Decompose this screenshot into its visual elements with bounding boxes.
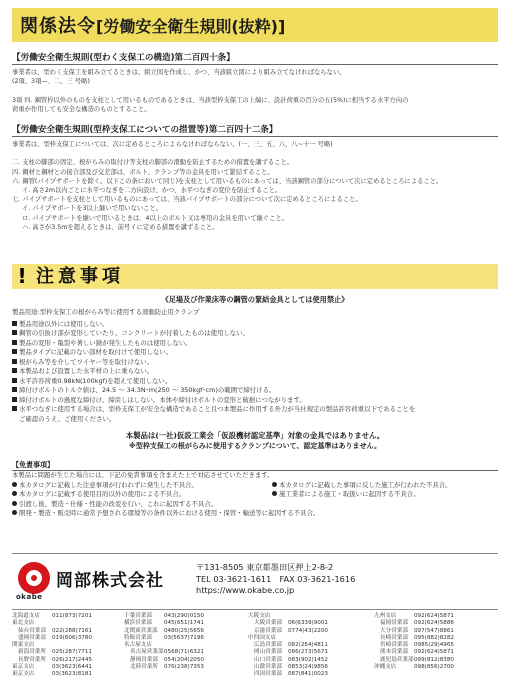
company-contact bbox=[196, 562, 355, 597]
branch-row bbox=[248, 620, 374, 627]
square-bullet-icon bbox=[12, 387, 17, 392]
rule-line: 事業者は、型わく支保工を組み立てるときは、組立図を作成し、かつ、当該組立図により組み立てなければならない。 bbox=[12, 69, 346, 76]
branch-name: 大分営業部 bbox=[380, 627, 408, 634]
branch-row bbox=[248, 671, 374, 678]
dot-bullet-icon bbox=[12, 501, 17, 506]
branch-column bbox=[12, 613, 124, 679]
rule-line: (2項、3項—、二、三 号略) bbox=[12, 78, 90, 86]
section-legal-subtitle: [労働安全衛生規則(抜粋)] bbox=[96, 16, 286, 36]
rule-line: イ. 高さ2m以内ごとに水平つなぎを二方向設け、かつ、水平つなぎの変位を防止すること。 bbox=[22, 187, 282, 195]
branch-name: 山口営業部 bbox=[254, 656, 282, 663]
section-legal bbox=[12, 8, 498, 232]
branch-name: 仙台営業部 bbox=[18, 627, 46, 634]
branch-name: 京滋営業部 bbox=[254, 627, 282, 634]
certification-callout bbox=[12, 430, 498, 452]
branch-tel: 054(204)2050 bbox=[164, 656, 204, 663]
dot-bullet-icon bbox=[12, 491, 17, 496]
callout-main: 本製品は(一社)仮設工業会「仮設機材認定基準」対象の金具ではありません。 bbox=[125, 431, 385, 440]
branch-row bbox=[374, 664, 498, 671]
rule-line: 六. 鋼管(パイプサポートを除く。以下この条において同じ)を支柱として用いるものにあっては、当該鋼管の部分について次に定めるところによること。 bbox=[12, 177, 443, 185]
caution-item bbox=[12, 377, 498, 387]
branch-tel: 082(254)4811 bbox=[288, 642, 328, 649]
branch-name: 東京支店 bbox=[12, 671, 35, 678]
branch-name: 千葉営業部 bbox=[124, 613, 152, 619]
branch-tel: 011(873)7201 bbox=[52, 613, 92, 619]
dot-bullet-icon bbox=[12, 510, 17, 515]
branch-column bbox=[124, 613, 248, 679]
product-usage: 製品用途:型枠支保工の根がらみ等に使用する滑動防止用クランプ bbox=[12, 308, 200, 316]
branch-name: 関東支店 bbox=[12, 642, 35, 649]
branch-row bbox=[12, 657, 124, 664]
disclaimer-item bbox=[272, 490, 498, 500]
disclaimer-text: 本カタログに記載した注意事項が行われずに発生した不具合。 bbox=[19, 480, 198, 489]
rule-line: イ. パイプサポートを3以上継いで用いないこと。 bbox=[22, 205, 163, 213]
branch-tel: 03(3623)6441 bbox=[52, 664, 92, 671]
dot-bullet-icon bbox=[12, 482, 17, 487]
branch-tel: 026(217)2445 bbox=[52, 656, 92, 663]
caution-text: 水平つなぎに使用する場合は、型枠支保工が安全な構造であること且つ本製品に作用する外力が当社規定の製品許容荷重以下であることを bbox=[19, 405, 416, 413]
rule-line: 二. 支柱の脚部の固定、根がらみの取付け等支柱の脚部の滑動を防止するための措置を講ずること。 bbox=[12, 159, 294, 167]
branch-tel: 086(273)5671 bbox=[288, 649, 328, 656]
branch-tel: 0568(71)6321 bbox=[164, 649, 204, 656]
branch-name: 静岡営業部 bbox=[130, 656, 158, 663]
branch-tel: 022(288)7161 bbox=[52, 627, 92, 634]
branch-tel: 0774(43)2200 bbox=[288, 627, 328, 634]
branch-row bbox=[248, 657, 374, 664]
caution-list bbox=[12, 320, 498, 425]
branch-row bbox=[124, 620, 248, 627]
disclaimer-item bbox=[272, 481, 498, 491]
disclaimer-text: 本カタログに記載した事項に反した施工が行われた不具合。 bbox=[279, 480, 452, 489]
branch-row bbox=[248, 628, 374, 635]
dot-bullet-icon bbox=[272, 482, 277, 487]
rule-line: ハ. 高さが3.5mを超えるときは、前号イに定める措置を講ずること。 bbox=[22, 223, 219, 231]
branch-row bbox=[124, 657, 248, 664]
branch-tel bbox=[164, 642, 214, 649]
branch-name: 沖縄支店 bbox=[374, 664, 397, 671]
branch-tel: 0853(24)9856 bbox=[288, 664, 328, 671]
caution-item bbox=[12, 415, 498, 425]
prohibition-notice: 《足場及び作業床等の鋼管の緊結金具としては使用禁止》 bbox=[161, 295, 349, 304]
branch-name: 九州支店 bbox=[374, 613, 397, 619]
caution-text: 根がらみ等を介してワイヤー等を取付けない。 bbox=[19, 357, 154, 366]
branch-tel: 019(606)3780 bbox=[52, 634, 92, 641]
rule-line: 3項 四. 鋼管枠以外のものを支柱として用いるものであるときは、当該型枠支保工の上端に、設計荷重の百分の五(5%)に相当する水平方向の bbox=[12, 96, 409, 104]
branch-tel: 03(5637)7196 bbox=[164, 634, 204, 641]
branch-name: 鹿児島営業部 bbox=[380, 656, 414, 663]
dot-bullet-icon bbox=[272, 491, 277, 496]
branch-tel: 092(624)5871 bbox=[414, 649, 454, 656]
square-bullet-icon bbox=[12, 378, 17, 383]
branch-name: 東北支店 bbox=[12, 620, 35, 627]
company-url[interactable]: https://www.okabe.co.jp bbox=[196, 585, 295, 595]
caution-item bbox=[12, 386, 498, 396]
disclaimer-text: 施工業者による施工・取扱いに起因する不具合。 bbox=[279, 490, 420, 498]
branch-tel: 03(3623)8181 bbox=[52, 671, 92, 678]
branch-name: 北陸営業所 bbox=[130, 664, 158, 671]
branch-row bbox=[374, 657, 498, 664]
branch-row bbox=[374, 649, 498, 656]
caution-item bbox=[12, 329, 498, 339]
branch-name: 特販営業部 bbox=[124, 634, 152, 641]
square-bullet-icon bbox=[12, 321, 17, 326]
disclaimer-text: 引渡し後、製造・仕様・性能の改変を行い、これに起因する不具合。 bbox=[19, 499, 218, 508]
rule-line bbox=[12, 86, 498, 95]
branch-name: 福岡営業部 bbox=[380, 620, 408, 627]
branch-row bbox=[374, 628, 498, 635]
caution-text: 締付けボルトの過度な締付け、締戻しはしない。本体や締付けボルトの変形と破損につながります。 bbox=[19, 395, 306, 404]
disclaimer-text: 本カタログに記載する使用目的以外の使用による不具合。 bbox=[19, 490, 186, 498]
branch-name: 山陰営業部 bbox=[254, 664, 282, 671]
branch-name: 長崎営業部 bbox=[380, 634, 408, 641]
branch-tel: 025(287)7711 bbox=[52, 649, 92, 656]
company-address: 〒131-8505 東京都墨田区押上2-8-2 bbox=[196, 562, 334, 572]
caution-text: 製品用途以外には使用しない。 bbox=[19, 319, 109, 328]
branch-name: 盛岡営業部 bbox=[18, 634, 46, 641]
logo-wordmark: okabe bbox=[16, 593, 43, 601]
rule-line: ロ. パイプサポートを継いで用いるときは、4以上のボルト又は専用の金具を用いて継ぐこと。 bbox=[22, 214, 288, 222]
company-phone: TEL 03-3621-1611 FAX 03-3621-1616 bbox=[196, 573, 356, 584]
branch-name: 横浜営業部 bbox=[124, 620, 152, 627]
square-bullet-icon bbox=[12, 340, 17, 345]
branch-name: 名古屋営業部 bbox=[130, 649, 164, 656]
disclaimer-heading: 【免責事項】 bbox=[12, 460, 498, 471]
caution-item bbox=[12, 367, 498, 377]
rule-240-heading: 【労働安全衛生規則(型わく支保工の構造)第二百四十条】 bbox=[12, 51, 498, 65]
branch-name: 大阪営業部 bbox=[254, 620, 282, 627]
caution-text: 本製品および設置した水平材の上に乗らない。 bbox=[19, 367, 154, 375]
square-bullet-icon bbox=[12, 406, 17, 411]
okabe-logo-icon bbox=[18, 562, 50, 594]
branch-name: 北関東営業部 bbox=[124, 627, 158, 634]
branch-name: 東京支店 bbox=[12, 664, 35, 671]
disclaimer-intro: 本製品に問題が生じた場合には、下記の免責事項を含まえた上で対応させていただきます。 bbox=[12, 471, 274, 479]
branch-tel: 06(6339)9001 bbox=[288, 620, 328, 627]
rule-242-body bbox=[12, 140, 498, 232]
branch-column bbox=[248, 613, 374, 679]
branch-tel: 095(882)8282 bbox=[414, 634, 454, 641]
branch-row bbox=[12, 649, 124, 656]
branch-tel: 045(651)1741 bbox=[164, 620, 204, 627]
rule-242-heading: 【労働安全衛生規則(型枠支保工についての措置等)第二百四十二条】 bbox=[12, 123, 498, 137]
branch-tel: 099(812)8380 bbox=[414, 656, 454, 663]
section-legal-title: 関係法令 bbox=[20, 16, 96, 37]
branch-tel: 092(624)5871 bbox=[414, 613, 454, 619]
square-bullet-icon bbox=[12, 368, 17, 373]
rule-line: 荷重が作用しても安全な構造のものとすること。 bbox=[12, 105, 151, 113]
caution-item bbox=[12, 396, 498, 406]
branch-tel: 098(856)2700 bbox=[414, 664, 454, 671]
branch-directory bbox=[12, 609, 498, 679]
branch-tel: 087(841)0023 bbox=[288, 671, 328, 678]
branch-name: 熊本営業部 bbox=[380, 649, 408, 656]
disclaimer-item bbox=[12, 500, 272, 510]
branch-tel: 092(624)5886 bbox=[414, 620, 454, 627]
disclaimer-item bbox=[12, 490, 272, 500]
caution-text: 鋼管の引抜け部が変形していたり、コンクリートが付着したものは使用しない。 bbox=[19, 329, 249, 337]
branch-name: 岡山営業部 bbox=[254, 649, 282, 656]
rule-line: 七. パイプサポートを支柱として用いるものにあっては、当該パイプサポートの部分について次に定めるところによること。 bbox=[12, 196, 362, 204]
caution-text: 製品タイプに記載のない部材を取付けて使用しない。 bbox=[19, 348, 173, 356]
rule-line: 四. 鋼材と鋼材との接合部及び交差部は、ボルト、クランプ等の金具を用いて緊結すること。 bbox=[12, 168, 274, 176]
branch-tel: 0480(25)5656 bbox=[164, 627, 204, 634]
section-caution-header bbox=[12, 264, 498, 289]
caution-text: 製品の変形・亀裂や著しい錆が発生したものは使用しない。 bbox=[19, 338, 192, 347]
branch-tel bbox=[288, 635, 338, 642]
branch-tel: 076(238)7353 bbox=[164, 664, 204, 671]
branch-name: 大阪支店 bbox=[248, 613, 271, 619]
branch-tel bbox=[52, 642, 102, 649]
square-bullet-icon bbox=[12, 330, 17, 335]
rule-line bbox=[12, 149, 498, 158]
branch-name: 宮崎営業部 bbox=[380, 642, 408, 649]
company-name: 岡部株式会社 bbox=[56, 571, 164, 591]
disclaimer-list bbox=[12, 481, 498, 519]
section-caution bbox=[12, 264, 498, 519]
caution-item bbox=[12, 339, 498, 349]
square-bullet-icon bbox=[12, 359, 17, 364]
branch-tel: 097(547)8861 bbox=[414, 627, 454, 634]
caution-item bbox=[12, 320, 498, 330]
square-bullet-icon bbox=[12, 397, 17, 402]
branch-row bbox=[124, 628, 248, 635]
branch-name: 新潟営業所 bbox=[18, 649, 46, 656]
caution-text: 締付けボルトのトルク値は、24.5 ～ 34.3N･m(250 ～ 350kgf･cm)の範囲で締付ける。 bbox=[19, 386, 276, 394]
branch-row bbox=[12, 628, 124, 635]
branch-name: 名古屋支店 bbox=[124, 642, 152, 649]
rule-240-body bbox=[12, 68, 498, 114]
caution-item bbox=[12, 348, 498, 358]
branch-row bbox=[124, 664, 248, 671]
branch-tel bbox=[52, 620, 102, 627]
branch-tel bbox=[288, 613, 338, 620]
exclamation-icon: ! bbox=[17, 264, 27, 288]
branch-name: 中四国支店 bbox=[248, 634, 276, 641]
branch-row bbox=[12, 620, 124, 627]
rule-line: 事業者は、型枠支保工については、次に定めるところによらなければならない。(一、三、五、六、八~十一 号略) bbox=[12, 141, 333, 149]
branch-tel: 0985(29)4965 bbox=[414, 642, 454, 649]
callout-sub: ※型枠支保工の根がらみに使用するクランプについて、認定基準はありません。 bbox=[129, 442, 381, 450]
disclaimer-item bbox=[12, 481, 272, 491]
caution-item bbox=[12, 358, 498, 368]
square-bullet-icon bbox=[12, 349, 17, 354]
branch-row bbox=[248, 649, 374, 656]
caution-text: ご確認のうえ、ご使用ください。 bbox=[19, 414, 116, 423]
section-legal-header bbox=[12, 8, 498, 42]
disclaimer-item bbox=[12, 509, 320, 519]
caution-item bbox=[12, 405, 498, 415]
company-block bbox=[12, 553, 498, 601]
disclaimer-text: 開発・製造・販売時に通常予想される環境等の条件以外における使用・保管・輸送等に起因する不具合。 bbox=[19, 509, 320, 517]
branch-tel: 043(290)0150 bbox=[164, 613, 204, 619]
branch-name: 四国営業部 bbox=[254, 671, 282, 678]
branch-name: 北海道支店 bbox=[12, 613, 40, 619]
caution-text: 水平許容荷重0.98kN(100kgf)を超えて使用しない。 bbox=[19, 376, 172, 385]
branch-column bbox=[374, 613, 498, 679]
branch-name: 広島営業部 bbox=[254, 642, 282, 649]
branch-name: 長野営業所 bbox=[18, 656, 46, 663]
branch-row bbox=[12, 671, 124, 678]
branch-tel: 083(902)1452 bbox=[288, 656, 328, 663]
section-caution-title: 注意事項 bbox=[36, 266, 124, 287]
branch-row bbox=[124, 649, 248, 656]
branch-row bbox=[374, 620, 498, 627]
